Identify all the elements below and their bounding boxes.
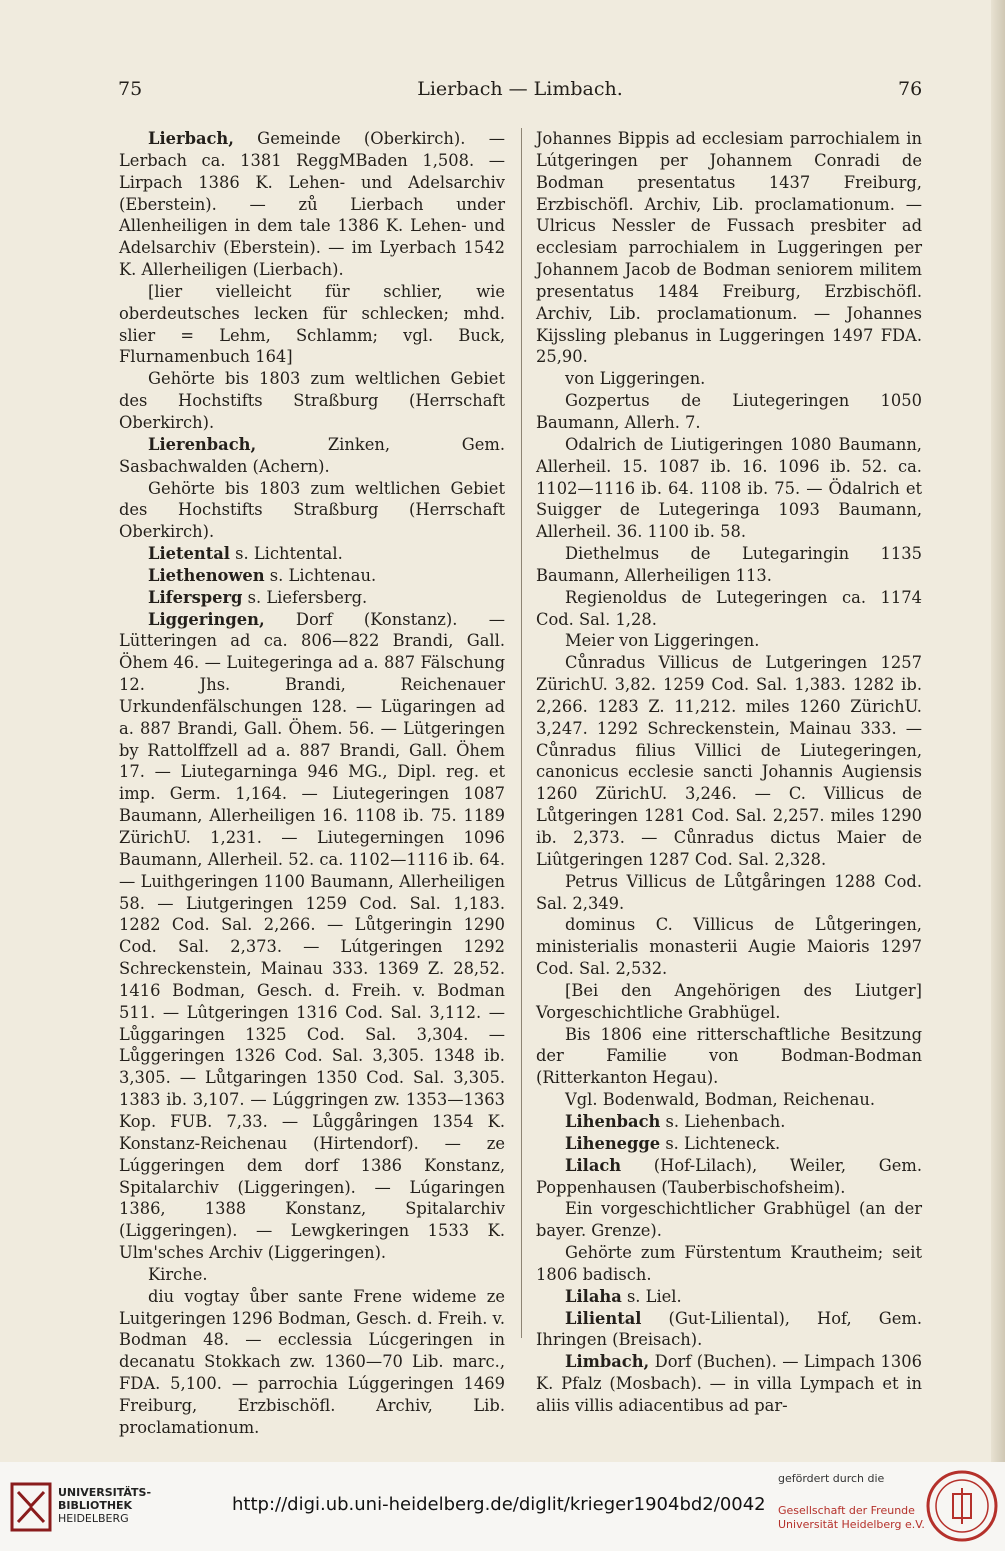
entry-text: Gehörte bis 1803 zum weltlichen Gebiet des Hochstifts Straßburg (Herrschaft Oberkirch). xyxy=(119,369,505,432)
digital-copy-link[interactable]: http://digi.ub.uni-heidelberg.de/diglit/krieger1904bd2/0042 xyxy=(232,1494,766,1515)
library-name-line: HEIDELBERG xyxy=(58,1512,129,1525)
entry-paragraph xyxy=(536,1133,922,1155)
running-title: Lierbach — Limbach. xyxy=(417,78,623,100)
entry-text: Ein vorgeschichtlicher Grabhügel (an der bayer. Grenze). xyxy=(536,1199,922,1241)
entry-text: Zinken, Gem. Sasbachwalden (Achern). xyxy=(119,434,505,476)
page-number-right: 76 xyxy=(898,78,923,100)
entry-paragraph xyxy=(536,1242,922,1286)
entry-headword: Liggeringen, xyxy=(148,609,265,629)
entry-text: s. Lichtental. xyxy=(229,544,343,564)
library-name-line: BIBLIOTHEK xyxy=(58,1499,133,1512)
university-seal-icon xyxy=(925,1466,1000,1546)
entry-text: Bis 1806 eine ritterschaftliche Besitzung der Familie von Bodman-Bodman (Ritterkanton Hegau). xyxy=(536,1024,922,1088)
entry-text: Dorf (Konstanz). — Lütteringen ad ca. 806—822 Brandi, Gall. Öhem 46. — Luitegeringa ad a. 887 Fälschung 12. Jhs. Brandi, Reichenauer Urkundenfälschungen 128. — Lügaringen ad a. 887 Brandi, Gall. Öhem. 56. — Lütgeringen by Rattolffzell ad a. 887 Brandi, Gall. Öhem 17. — Liutegarninga 946 MG., Dipl. reg. et imp. Germ. 1,164. — Liutegeringen 1087 Baumann, Allerheiligen 16. 1108 ib. 75. 1189 ZürichU. 1,231. — Liutegerningen 1096 Baumann, Allerheil. 52. ca. 1102—1116 ib. 64. — Luithgeringen 1100 Baumann, Allerheiligen 58. — Liutgeringen 1259 Cod. Sal. 1,183. 1282 Cod. Sal. 2,266. — Lůtgeringin 1290 Cod. Sal. 2,373. — Lútgeringen 1292 Schreckenstein, Mainau 333. 1369 Z. 28,52. 1416 Bodman, Gesch. d. Freih. v. Bodman 511. — Lûtgeringen 1316 Cod. Sal. 3,112. — Lůggaringen 1325 Cod. Sal. 3,304. — Lůggeringen 1326 Cod. Sal. 3,305. 1348 ib. 3,305. — Lůtgaringen 1350 Cod. Sal. 3,305. 1383 ib. 3,107. — Lúggringen zw. 1353—1363 Kop. FUB. 7,33. — Lůggåringen 1354 K. Konstanz-Reichenau (Hirtendorf). — ze Lúggeringen dem dorf 1386 Konstanz, Spitalarchiv (Liggeringen). — Lúgaringen 1386, 1388 Konstanz, Spitalarchiv (Liggeringen). — Lewgkeringen 1533 K. Ulm'sches Archiv (Liggeringen). xyxy=(119,609,505,1263)
entry-paragraph xyxy=(119,543,505,565)
entry-paragraph xyxy=(536,1089,922,1111)
entry-paragraph xyxy=(536,1024,922,1090)
entry-paragraph xyxy=(536,871,922,915)
entry-paragraph xyxy=(119,609,505,1264)
entry-paragraph xyxy=(536,652,922,870)
entry-headword: Lihenbach xyxy=(565,1111,661,1131)
page-edge xyxy=(991,0,1005,1551)
entry-text: s. Liefersberg. xyxy=(242,587,368,607)
entry-headword: Lierbach, xyxy=(148,129,234,148)
entry-paragraph xyxy=(119,565,505,587)
entry-text: Dorf (Buchen). — Limpach 1306 K. Pfalz (Mosbach). — in villa Lympach et in aliis villis adiacentibus ad par- xyxy=(536,1352,922,1415)
entry-headword: Limbach, xyxy=(565,1352,650,1372)
entry-paragraph xyxy=(536,630,922,652)
entry-text: Vgl. Bodenwald, Bodman, Reichenau. xyxy=(565,1090,876,1110)
entry-paragraph xyxy=(119,368,505,434)
library-logo-icon xyxy=(10,1482,52,1532)
entry-text: [lier vielleicht für schlier, wie oberdeutsches lecken für schlecken; mhd. slier = Lehm, Schlamm; vgl. Buck, Flurnamenbuch 164] xyxy=(119,281,505,367)
entry-text: von Liggeringen. xyxy=(565,369,706,389)
library-name xyxy=(58,1486,151,1525)
entry-text: Cůnradus Villicus de Lutgeringen 1257 ZürichU. 3,82. 1259 Cod. Sal. 1,383. 1282 ib. 2,266. 1283 Z. 11,212. miles 1260 ZürichU. 3,247. 1292 Schreckenstein, Mainau 333. — Cůnradus filius Villici de Liutegeringen, canonicus ecclesie sancti Johannis Augiensis 1260 ZürichU. 3,246. — C. Villicus de Lůtgeringen 1281 Cod. Sal. 2,257. miles 1290 ib. 2,373. — Cůnradus dictus Maier de Liûtgeringen 1287 Cod. Sal. 2,328. xyxy=(536,653,922,869)
sponsor-name xyxy=(778,1504,925,1532)
page-number-left: 75 xyxy=(118,78,143,100)
entry-headword: Lierenbach, xyxy=(148,434,257,454)
entry-paragraph xyxy=(536,1286,922,1308)
entry-text: dominus C. Villicus de Lůtgeringen, ministerialis monasterii Augie Maioris 1297 Cod. Sal. 2,532. xyxy=(536,915,922,979)
entry-paragraph xyxy=(536,1198,922,1242)
entry-paragraph xyxy=(536,128,922,368)
entry-paragraph xyxy=(536,914,922,980)
entry-paragraph xyxy=(119,478,505,544)
entry-text: Gehörte bis 1803 zum weltlichen Gebiet des Hochstifts Straßburg (Herrschaft Oberkirch). xyxy=(119,478,505,542)
entry-text: Gehörte zum Fürstentum Krautheim; seit 1806 badisch. xyxy=(536,1243,922,1284)
entry-text: (Gut-Liliental), Hof, Gem. Ihringen (Breisach). xyxy=(536,1308,922,1350)
entry-text: Regienoldus de Lutegeringen ca. 1174 Cod. Sal. 1,28. xyxy=(536,587,922,629)
entry-headword: Lifersperg xyxy=(148,587,243,607)
entry-headword: Lietental xyxy=(148,544,230,564)
entry-text: diu vogtay ůber sante Frene wideme ze Luitgeringen 1296 Bodman, Gesch. d. Freih. v. Bodman 48. — ecclessia Lúcgeringen in decanatu Stokkach zw. 1360—70 Lib. marc., FDA. 5,100. — parrochia Lúggeringen 1469 Freiburg, Erzbischöfl. Archiv, Lib. proclamationum. xyxy=(119,1286,506,1437)
entry-text: Gozpertus de Liutegeringen 1050 Baumann, Allerh. 7. xyxy=(536,391,922,432)
entry-paragraph xyxy=(119,434,505,478)
sponsor-name-line: Universität Heidelberg e.V. xyxy=(778,1518,925,1531)
entry-paragraph xyxy=(536,390,922,434)
entry-paragraph xyxy=(536,587,922,631)
entry-text: Johannes Bippis ad ecclesiam parrochialem in Lútgeringen per Johannem Conradi de Bodman presentatus 1437 Freiburg, Erzbischöfl. Archiv, Lib. proclamationum. — Ulricus Nessler de Fussach presbiter ad ecclesiam parrochialem in Luggeringen per Johannem Jacob de Bodman seniorem militem presentatus 1484 Freiburg, Erzbischöfl. Archiv, Lib. proclamationum. — Johannes Kijssling plebanus in Luggeringen 1497 FDA. 25,90. xyxy=(536,129,922,367)
entry-text: Meier von Liggeringen. xyxy=(565,631,760,651)
entry-paragraph xyxy=(536,1351,922,1417)
entry-headword: Liliental xyxy=(565,1308,642,1328)
entry-paragraph xyxy=(536,1308,922,1352)
running-header xyxy=(0,78,1005,108)
entry-paragraph xyxy=(536,543,922,587)
entry-headword: Lilach xyxy=(565,1155,622,1175)
entry-headword: Lihenegge xyxy=(565,1133,661,1153)
column-divider xyxy=(521,128,522,1338)
entry-text: Petrus Villicus de Lůtgåringen 1288 Cod. Sal. 2,349. xyxy=(536,871,922,913)
entry-text: Diethelmus de Lutegaringin 1135 Baumann, Allerheiligen 113. xyxy=(536,544,922,585)
entry-paragraph xyxy=(536,368,922,390)
right-column xyxy=(536,128,922,1417)
entry-paragraph xyxy=(119,128,505,281)
library-name-line: UNIVERSITÄTS- xyxy=(58,1486,152,1499)
entry-headword: Lilaha xyxy=(565,1286,622,1306)
entry-paragraph xyxy=(119,1286,505,1439)
entry-paragraph xyxy=(119,1264,505,1286)
digitization-footer xyxy=(0,1462,1005,1551)
entry-paragraph xyxy=(536,1111,922,1133)
entry-text: [Bei den Angehörigen des Liutger] Vorgeschichtliche Grabhügel. xyxy=(536,980,922,1022)
entry-paragraph xyxy=(536,980,922,1024)
entry-text: s. Lichteneck. xyxy=(660,1133,781,1153)
sponsor-name-line: Gesellschaft der Freunde xyxy=(778,1504,915,1517)
entry-text: s. Liehenbach. xyxy=(660,1111,786,1131)
entry-paragraph xyxy=(119,587,505,609)
left-column xyxy=(119,128,505,1439)
funded-by-text: gefördert durch die xyxy=(778,1472,885,1485)
entry-headword: Liethenowen xyxy=(148,565,265,585)
entry-paragraph xyxy=(119,281,505,368)
entry-text: s. Liel. xyxy=(621,1286,682,1306)
entry-text: Kirche. xyxy=(148,1264,208,1284)
entry-text: s. Lichtenau. xyxy=(264,565,377,585)
entry-text: Odalrich de Liutigeringen 1080 Baumann, Allerheil. 15. 1087 ib. 16. 1096 ib. 52. ca. 1102—1116 ib. 64. 1108 ib. 75. — Ödalrich et Suigger de Lutegeringa 1093 Baumann, Allerheil. 36. 1100 ib. 58. xyxy=(536,434,922,542)
entry-paragraph xyxy=(536,434,922,543)
entry-text: (Hof-Lilach), Weiler, Gem. Poppenhausen (Tauberbischofsheim). xyxy=(536,1155,922,1197)
entry-text: Gemeinde (Oberkirch). — Lerbach ca. 1381 ReggMBaden 1,508. — Lirpach 1386 K. Lehen- und Adelsarchiv (Eberstein). — zů Lierbach under Allenheiligen in dem tale 1386 K. Lehen- und Adelsarchiv (Eberstein). — im Lyerbach 1542 K. Allerheiligen (Lierbach). xyxy=(119,129,505,280)
entry-paragraph xyxy=(536,1155,922,1199)
